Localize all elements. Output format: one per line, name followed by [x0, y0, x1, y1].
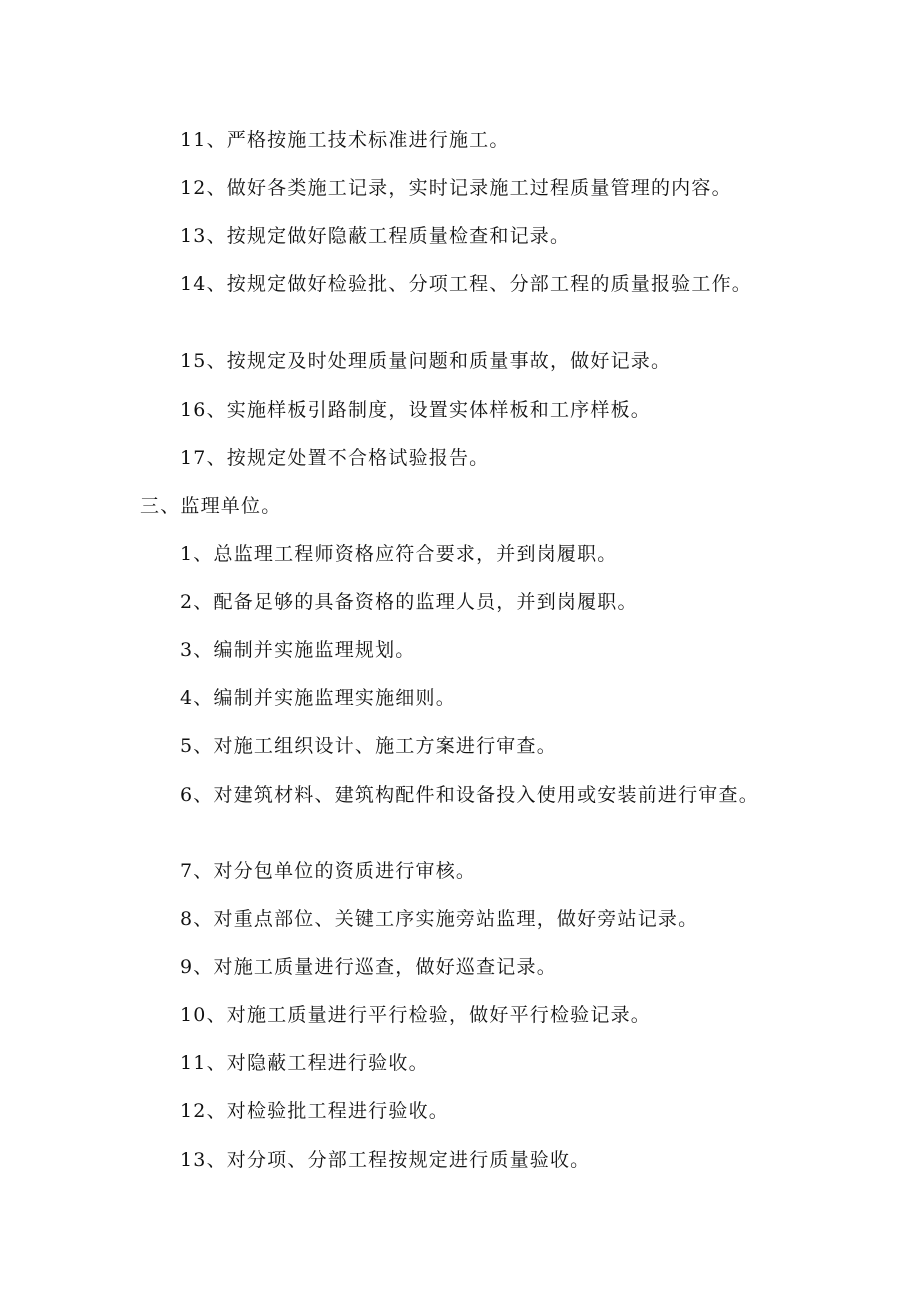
list-item-construction-11: 11、严格按施工技术标准进行施工。	[180, 129, 510, 151]
list-item-supervision-13: 13、对分项、分部工程按规定进行质量验收。	[180, 1149, 591, 1171]
list-item-construction-12: 12、做好各类施工记录，实时记录施工过程质量管理的内容。	[180, 177, 732, 199]
list-item-construction-17: 17、按规定处置不合格试验报告。	[180, 447, 490, 469]
list-item-construction-16: 16、实施样板引路制度，设置实体样板和工序样板。	[180, 399, 651, 421]
list-item-supervision-8: 8、对重点部位、关键工序实施旁站监理，做好旁站记录。	[180, 908, 699, 930]
list-item-supervision-10: 10、对施工质量进行平行检验，做好平行检验记录。	[180, 1004, 651, 1026]
list-item-construction-13: 13、按规定做好隐蔽工程质量检查和记录。	[180, 225, 571, 247]
list-item-construction-15: 15、按规定及时处理质量问题和质量事故，做好记录。	[180, 350, 672, 372]
list-item-supervision-3: 3、编制并实施监理规划。	[180, 639, 416, 661]
list-item-supervision-9: 9、对施工质量进行巡查，做好巡查记录。	[180, 956, 557, 978]
list-item-supervision-7: 7、对分包单位的资质进行审核。	[180, 860, 477, 882]
list-item-construction-14: 14、按规定做好检验批、分项工程、分部工程的质量报验工作。	[180, 273, 752, 295]
list-item-supervision-5: 5、对施工组织设计、施工方案进行审查。	[180, 735, 557, 757]
list-item-supervision-4: 4、编制并实施监理实施细则。	[180, 687, 456, 709]
list-item-supervision-6: 6、对建筑材料、建筑构配件和设备投入使用或安装前进行审查。	[180, 784, 759, 806]
list-item-supervision-2: 2、配备足够的具备资格的监理人员，并到岗履职。	[180, 591, 638, 613]
list-item-supervision-12: 12、对检验批工程进行验收。	[180, 1100, 449, 1122]
list-item-supervision-1: 1、总监理工程师资格应符合要求，并到岗履职。	[180, 543, 618, 565]
list-item-supervision-11: 11、对隐蔽工程进行验收。	[180, 1052, 429, 1074]
section-heading-supervision: 三、监理单位。	[140, 495, 282, 517]
